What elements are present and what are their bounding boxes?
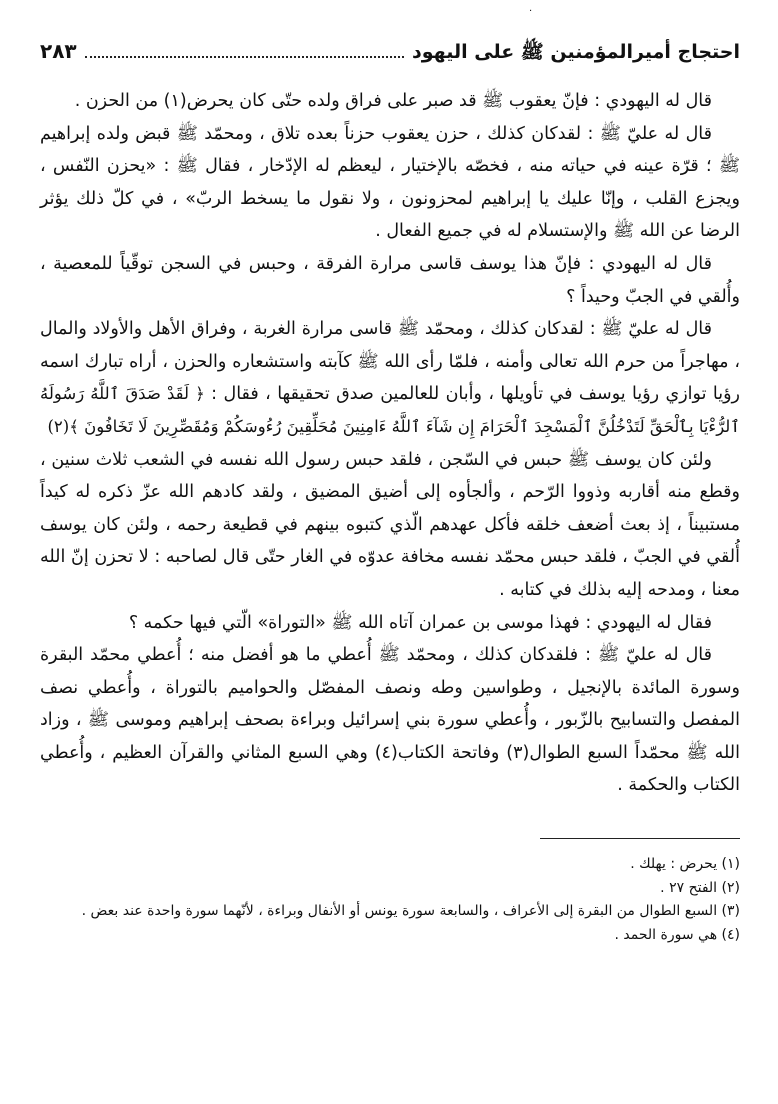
footnote: (٢) الفتح ٢٧ . (660, 879, 740, 896)
footnotes (40, 853, 740, 947)
footnote: (١) يحرض : يهلك . (630, 856, 740, 873)
paragraph-with-verse (40, 313, 740, 443)
dotted-leader (85, 56, 404, 58)
paragraph: فقال له اليهودي : فهذا موسى بن عمران آتاه الله ﷺ «التوراة» الّتي فيها حكمه ؟ (128, 612, 712, 633)
footnote: (٣) السبع الطوال من البقرة إلى الأعراف ، والسابعة سورة يونس أو الأنفال وبراءة ، لأنّهما سورة واحدة عند بعض . (81, 903, 740, 920)
book-page (40, 38, 740, 947)
paragraph: قال له عليّ ﷺ : فلقدكان كذلك ، ومحمّد ﷺ أُعطي ما هو أفضل منه ؛ أُعطي محمّد البقرة وسورة المائدة بالإنجيل ، وطواسين وطه ونصف المفصّل والحواميم بالتوراة ، وأُعطي نصف المفصل والتسابيح بالزّبور ، وأُعطي سورة بني إسرائيل وبراءة بصحف إبراهيم وموسى ﷺ ، وزاد الله ﷺ محمّداً السبع الطوال(٣) وفاتحة الكتاب(٤) وهي السبع المثاني والقرآن العظيم ، وأُعطي الكتاب والحكمة . (40, 645, 740, 796)
footnote-separator (540, 838, 740, 839)
paragraph: قال له اليهودي : فإنّ هذا يوسف قاسى مرارة الفرقة ، وحبس في السجن توقّياً للمعصية ، وأُلقي في الجبّ وحيداً ؟ (40, 253, 740, 307)
paragraph: قال له عليّ ﷺ : لقدكان كذلك ، حزن يعقوب حزناً بعده تلاق ، ومحمّد ﷺ قبض ولده إبراهيم ﷺ ؛ قرّة عينه في حياته منه ، فخصّه بالإختيار ، ليعظم له الإدّخار ، فقال ﷺ : «يحزن النّفس ، ويجزع القلب ، وإنّا عليك يا إبراهيم لمحزونون ، ولا نقول ما يسخط الربّ» ، في كلّ ذلك يؤثر الرضا عن الله ﷺ والإستسلام له في جميع الفعال . (40, 123, 740, 242)
paragraph: قال له اليهودي : فإنّ يعقوب ﷺ قد صبر على فراق ولده حتّى كان يحرض(١) من الحزن . (74, 91, 712, 111)
paragraph-text: قال له عليّ ﷺ : لقدكان كذلك ، ومحمّد ﷺ قاسى مرارة الغربة ، وفراق الأهل والأولاد والمال ، مهاجراً من حرم الله تعالى وأمنه ، فلمّا رأى الله ﷺ كآبته واستشعاره والحزن ، أراه تبارك اسمه رؤيا توازي رؤيا يوسف في تأويلها ، وأبان للعالمين صدق تحقيقها ، فقال : (40, 319, 740, 405)
chapter-title: احتجاج أميرالمؤمنين ﷺ على اليهود (412, 41, 740, 63)
paragraph: ولئن كان يوسف ﷺ حبس في السّجن ، فلقد حبس رسول الله نفسه في الشعب ثلاث سنين ، وقطع منه أقاربه وذووا الرّحم ، وألجأوه إلى أضيق المضيق ، ولقد كادهم الله عزّ ذكره له كيداً مستبيناً ، إذ بعث أضعف خلقه فأكل عهدهم الّذي كتبوه بينهم في قطيعة رحمه ، ولئن كان يوسف أُلقي في الجبّ ، فلقد حبس محمّد نفسه مخافة عدوّه في الغار حتّى قال لصاحبه : لا تحزن إنّ الله معنا ، ومدحه إليه بذلك في كتابه . (40, 449, 740, 600)
running-header (40, 38, 740, 65)
quran-verse: ﴿ لَقَدْ صَدَقَ ٱللَّهُ رَسُولَهُ ٱلرُّءْيَا بِٱلْحَقِّ لَتَدْخُلُنَّ ٱلْمَسْجِدَ ٱلْحَرَامَ إِن شَآءَ ٱللَّهُ ءَامِنِينَ مُحَلِّقِينَ رُءُوسَكُمْ وَمُقَصِّرِينَ لَا تَخَافُونَ ﴾(٢) (40, 384, 740, 436)
page-number: ٢٨٣ (40, 39, 77, 63)
body-text (40, 85, 740, 802)
scan-dot: · (529, 6, 533, 17)
footnote: (٤) هي سورة الحمد . (614, 926, 740, 943)
